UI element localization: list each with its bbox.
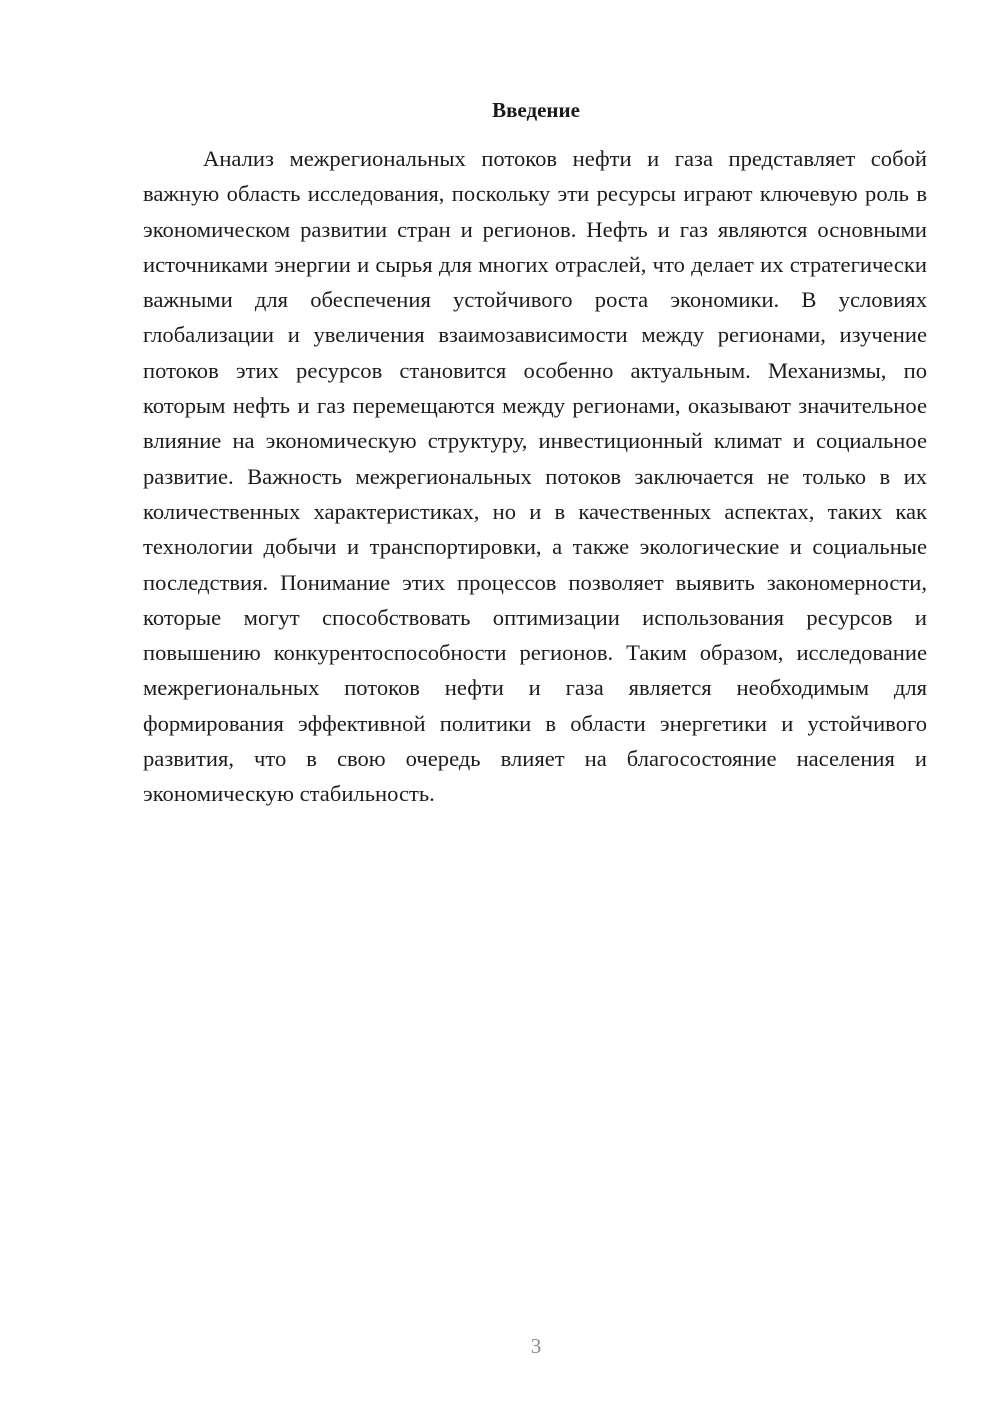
intro-paragraph: Анализ межрегиональных потоков нефти и газа представляет собой важную область исследования, поскольку эти ресурсы играют ключевую роль в экономическом развитии стран и регионов. Нефть и газ являются основными источниками энергии и сырья для многих отраслей, что делает их стратегически важными для обеспечения устойчивого роста экономики. В условиях глобализации и увеличения взаимозависимости между регионами, изучение потоков этих ресурсов становится особенно актуальным. Механизмы, по которым нефть и газ перемещаются между регионами, оказывают значительное влияние на экономическую структуру, инвестиционный климат и социальное развитие. Важность межрегиональных потоков заключается не только в их количественных характеристиках, но и в качественных аспектах, таких как технологии добычи и транспортировки, а также экологические и социальные последствия. Понимание этих процессов позволяет выявить закономерности, которые могут способствовать оптимизации использования ресурсов и повышению конкурентоспособности регионов. Таким образом, исследование межрегиональных потоков нефти и газа является необходимым для формирования эффективной политики в области энергетики и устойчивого развития, что в свою очередь влияет на благосостояние населения и экономическую стабильность. (143, 146, 927, 807)
section-heading: Введение (492, 98, 580, 122)
page-number: 3 (530, 1334, 542, 1358)
